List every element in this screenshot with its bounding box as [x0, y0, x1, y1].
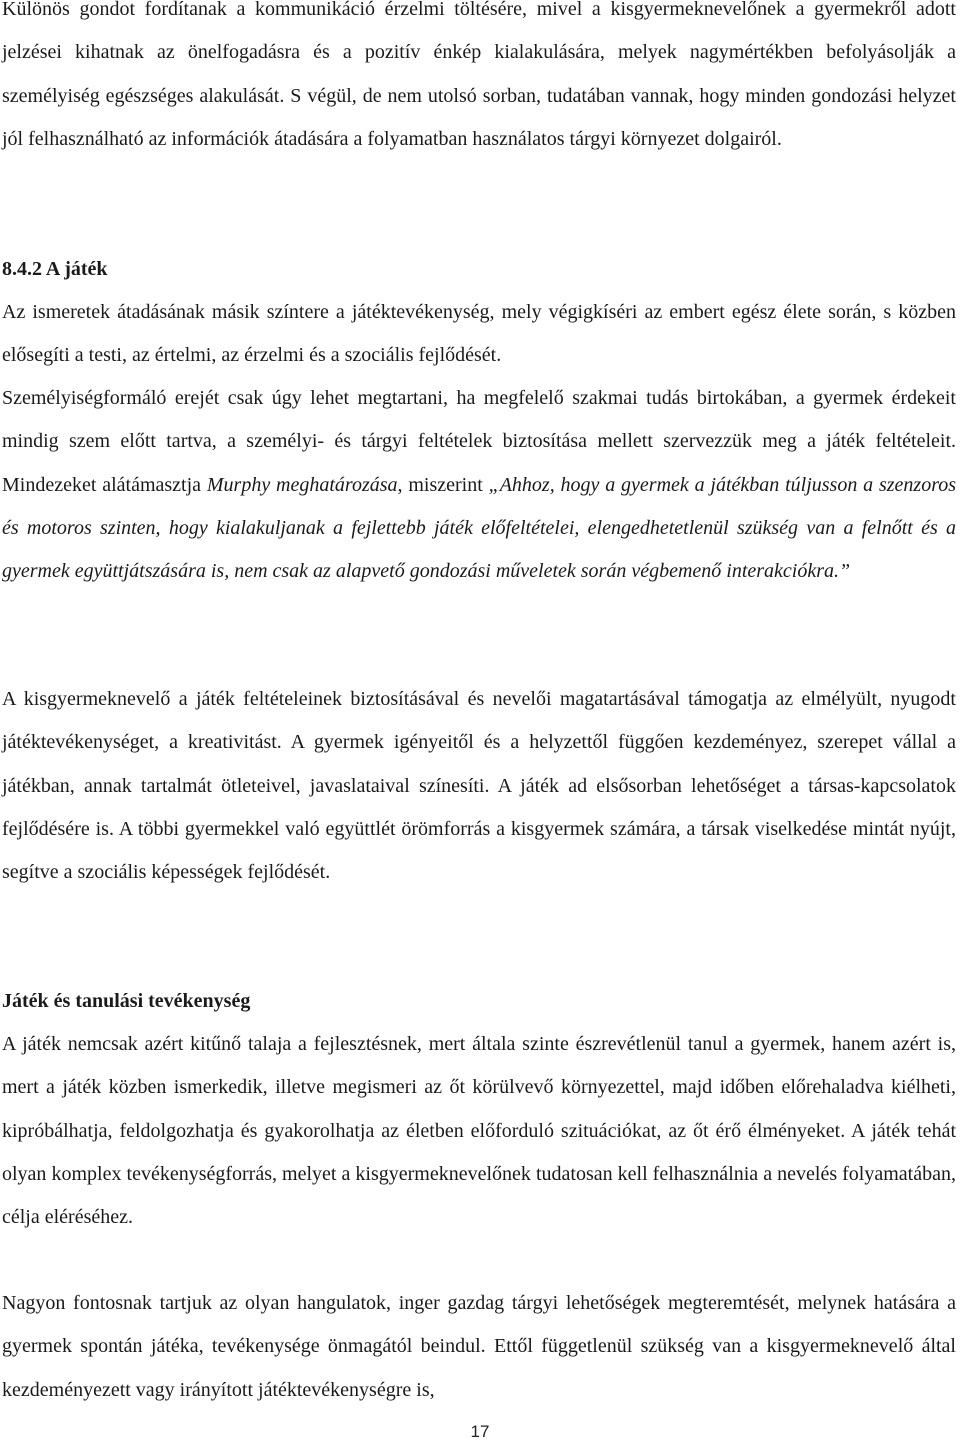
intro-paragraph: Különös gondot fordítanak a kommunikáció érzelmi töltésére, mivel a kisgyermeknevelőnek a gyermekről adott jelzései kihatnak az önelfogadásra és a pozitív énkép kialakulására, melyek nagymértékben befolyásolják a személyiség egészséges alakulását. S végül, de nem utolsó sorban, tudatában vannak, hogy minden gondozási helyzet jól felhasználható az információk átadására a folyamatban használatos tárgyi környezet dolgairól.: [2, 0, 956, 150]
paragraph-game-intro: Az ismeretek átadásának másik színtere a játéktevékenység, mely végigkíséri az embert egész élete során, s közben elősegíti a testi, az értelmi, az érzelmi és a szociális fejlődését.: [2, 301, 956, 367]
page-number: 17: [470, 1422, 490, 1441]
paragraph-murphy-lead: Személyiségformáló erejét csak úgy lehet megtartani, ha megfelelő szakmai tudás birtokában, a gyermek érdekeit mindig szem előtt tartva, a személyi- és tárgyi feltételek biztosítása mellett szervezzük meg a játék feltételeit. Mindezeket alátámasztja: [2, 387, 956, 496]
paragraph-educator-support: A kisgyermeknevelő a játék feltételeinek biztosításával és nevelői magatartásával támogatja az elmélyült, nyugodt játéktevékenységet, a kreativitást. A gyermek igényeitől és a helyzettől függően kezdeményez, szerepet vállal a játékban, annak tartalmát ötleteivel, javaslataival színesíti. A játék ad elsősorban lehetőséget a társas-kapcsolatok fejlődésére is. A többi gyermekkel való együttlét örömforrás a kisgyermek számára, a társak viselkedése mintát nyújt, segítve a szociális képességek fejlődését.: [2, 688, 956, 884]
paragraph-murphy-mid: , miszerint: [397, 473, 483, 496]
section-heading-play-learning: Játék és tanulási tevékenység: [2, 990, 251, 1012]
murphy-citation: Murphy meghatározása: [206, 473, 398, 496]
section-heading-8-4-2: 8.4.2 A játék: [2, 258, 108, 280]
paragraph-murphy: [2, 377, 956, 593]
paragraph-play-development: A játék nemcsak azért kitűnő talaja a fejlesztésnek, mert általa szinte észrevétlenül tanul a gyermek, hanem azért is, mert a játék közben ismerkedik, illetve megismeri az őt körülvevő környezettel, majd időben előrehaladva kiélheti, kipróbálhatja, feldolgozhatja és gyakorolhatja az életben előforduló szituációkat, az őt érő élményeket. A játék tehát olyan komplex tevékenységforrás, melyet a kisgyermeknevelőnek tudatosan kell felhasználnia a nevelés folyamatában, célja eléréséhez.: [2, 1033, 956, 1229]
murphy-quote: „Ahhoz, hogy a gyermek a játékban túljusson a szenzoros és motoros szinten, hogy kialakuljanak a fejlettebb játék előfeltételei, elengedhetetlenül szükség van a felnőtt és a gyermek együttjátszására is, nem csak az alapvető gondozási műveletek során végbemenő interakciókra.”: [2, 473, 957, 583]
paragraph-stimulating-environment: Nagyon fontosnak tartjuk az olyan hangulatok, inger gazdag tárgyi lehetőségek megteremtését, melynek hatására a gyermek spontán játéka, tevékenysége önmagától beindul. Ettől függetlenül szükség van a kisgyermeknevelő által kezdeményezett vagy irányított játéktevékenységre is,: [2, 1292, 956, 1401]
